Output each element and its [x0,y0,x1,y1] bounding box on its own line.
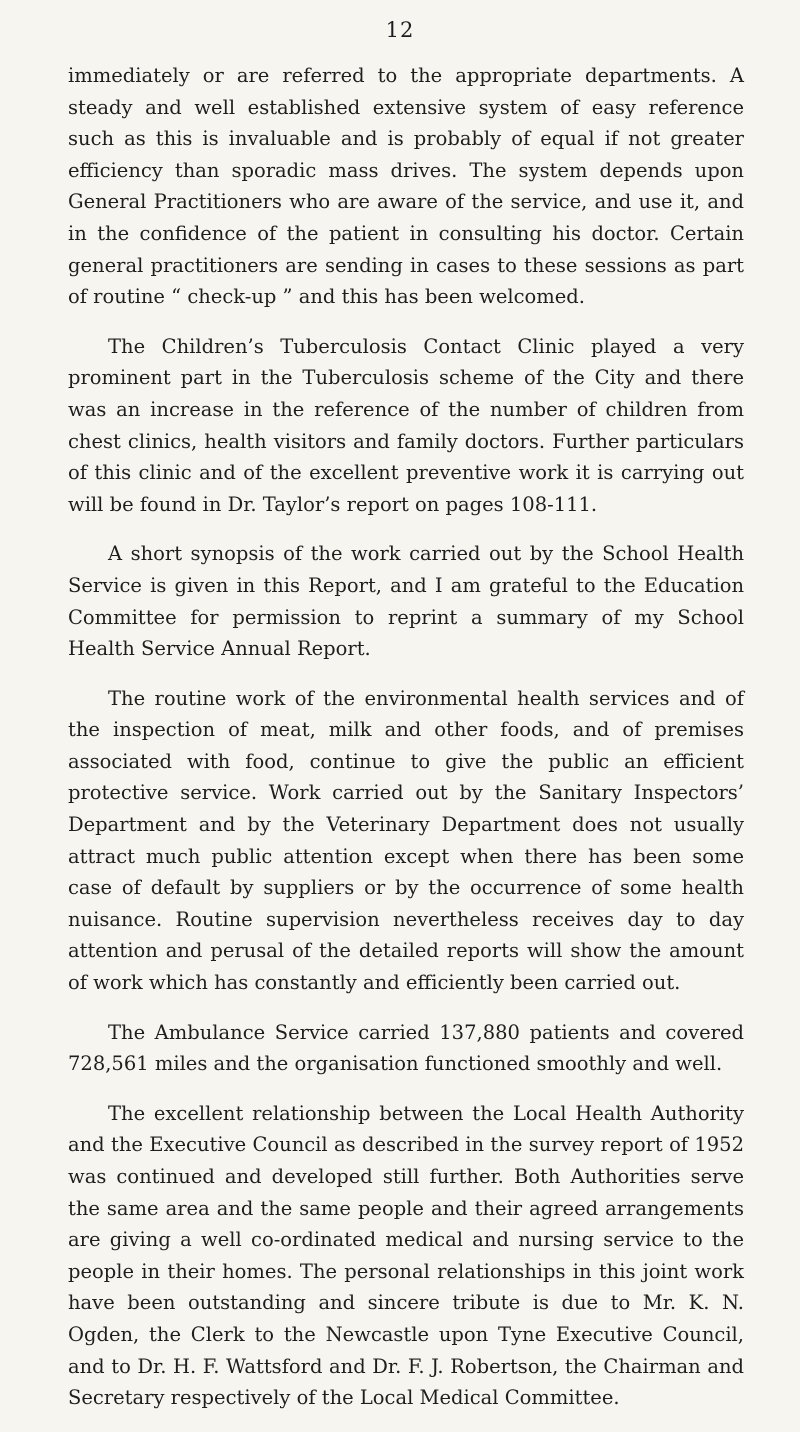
paragraph-ambulance-service: The Ambulance Service carried 137,880 patients and covered 728,561 miles and the organisation functioned smoothly and well. [68,1020,744,1076]
body-text [68,60,744,1432]
paragraph-tuberculosis-contact-clinic: The Children’s Tuberculosis Contact Clinic played a very prominent part in the Tuberculosis scheme of the City and there was an increase in the reference of the number of children from chest clinics, health visitors and family doctors. Further particulars of this clinic and of the excellent preventive work it is carrying out will be found in Dr. Taylor’s report on pages 108-111. [68,334,744,516]
page-number: 12 [385,18,415,42]
paragraph-environmental-health: The routine work of the environmental health services and of the inspection of meat, milk and other foods, and of premises associated with food, continue to give the public an efficient protective service. Work carried out by the Sanitary Inspectors’ Department and by the Veterinary Department does not usually attract much public attention except when there has been some case of default by suppliers or by the occurrence of some health nuisance. Routine supervision nevertheless receives day to day attention and perusal of the detailed reports will show the amount of work which has constantly and efficiently been carried out. [68,686,744,995]
paragraph-continuation-referral-system: immediately or are referred to the appropriate departments. A steady and well established extensive system of easy reference such as this is invaluable and is probably of equal if not greater efficiency than sporadic mass drives. The system depends upon General Practitioners who are aware of the service, and use it, and in the confidence of the patient in consulting his doctor. Certain general practitioners are sending in cases to these sessions as part of routine “ check-up ” and this has been welcomed. [68,64,744,309]
paragraph-school-health-service: A short synopsis of the work carried out by the School Health Service is given in this Report, and I am grateful to the Education Committee for permission to reprint a summary of my School Health Service Annual Report. [68,542,744,661]
paragraph-executive-council: The excellent relationship between the Local Health Authority and the Executive Council as described in the survey report of 1952 was continued and developed still further. Both Authorities serve the same area and the same people and their agreed arrangements are giving a well co-ordinated medical and nursing service to the people in their homes. The personal relationships in this joint work have been outstanding and sincere tribute is due to Mr. K. N. Ogden, the Clerk to the Newcastle upon Tyne Executive Council, and to Dr. H. F. Wattsford and Dr. F. J. Robertson, the Chairman and Secretary respectively of the Local Medical Committee. [68,1101,744,1410]
